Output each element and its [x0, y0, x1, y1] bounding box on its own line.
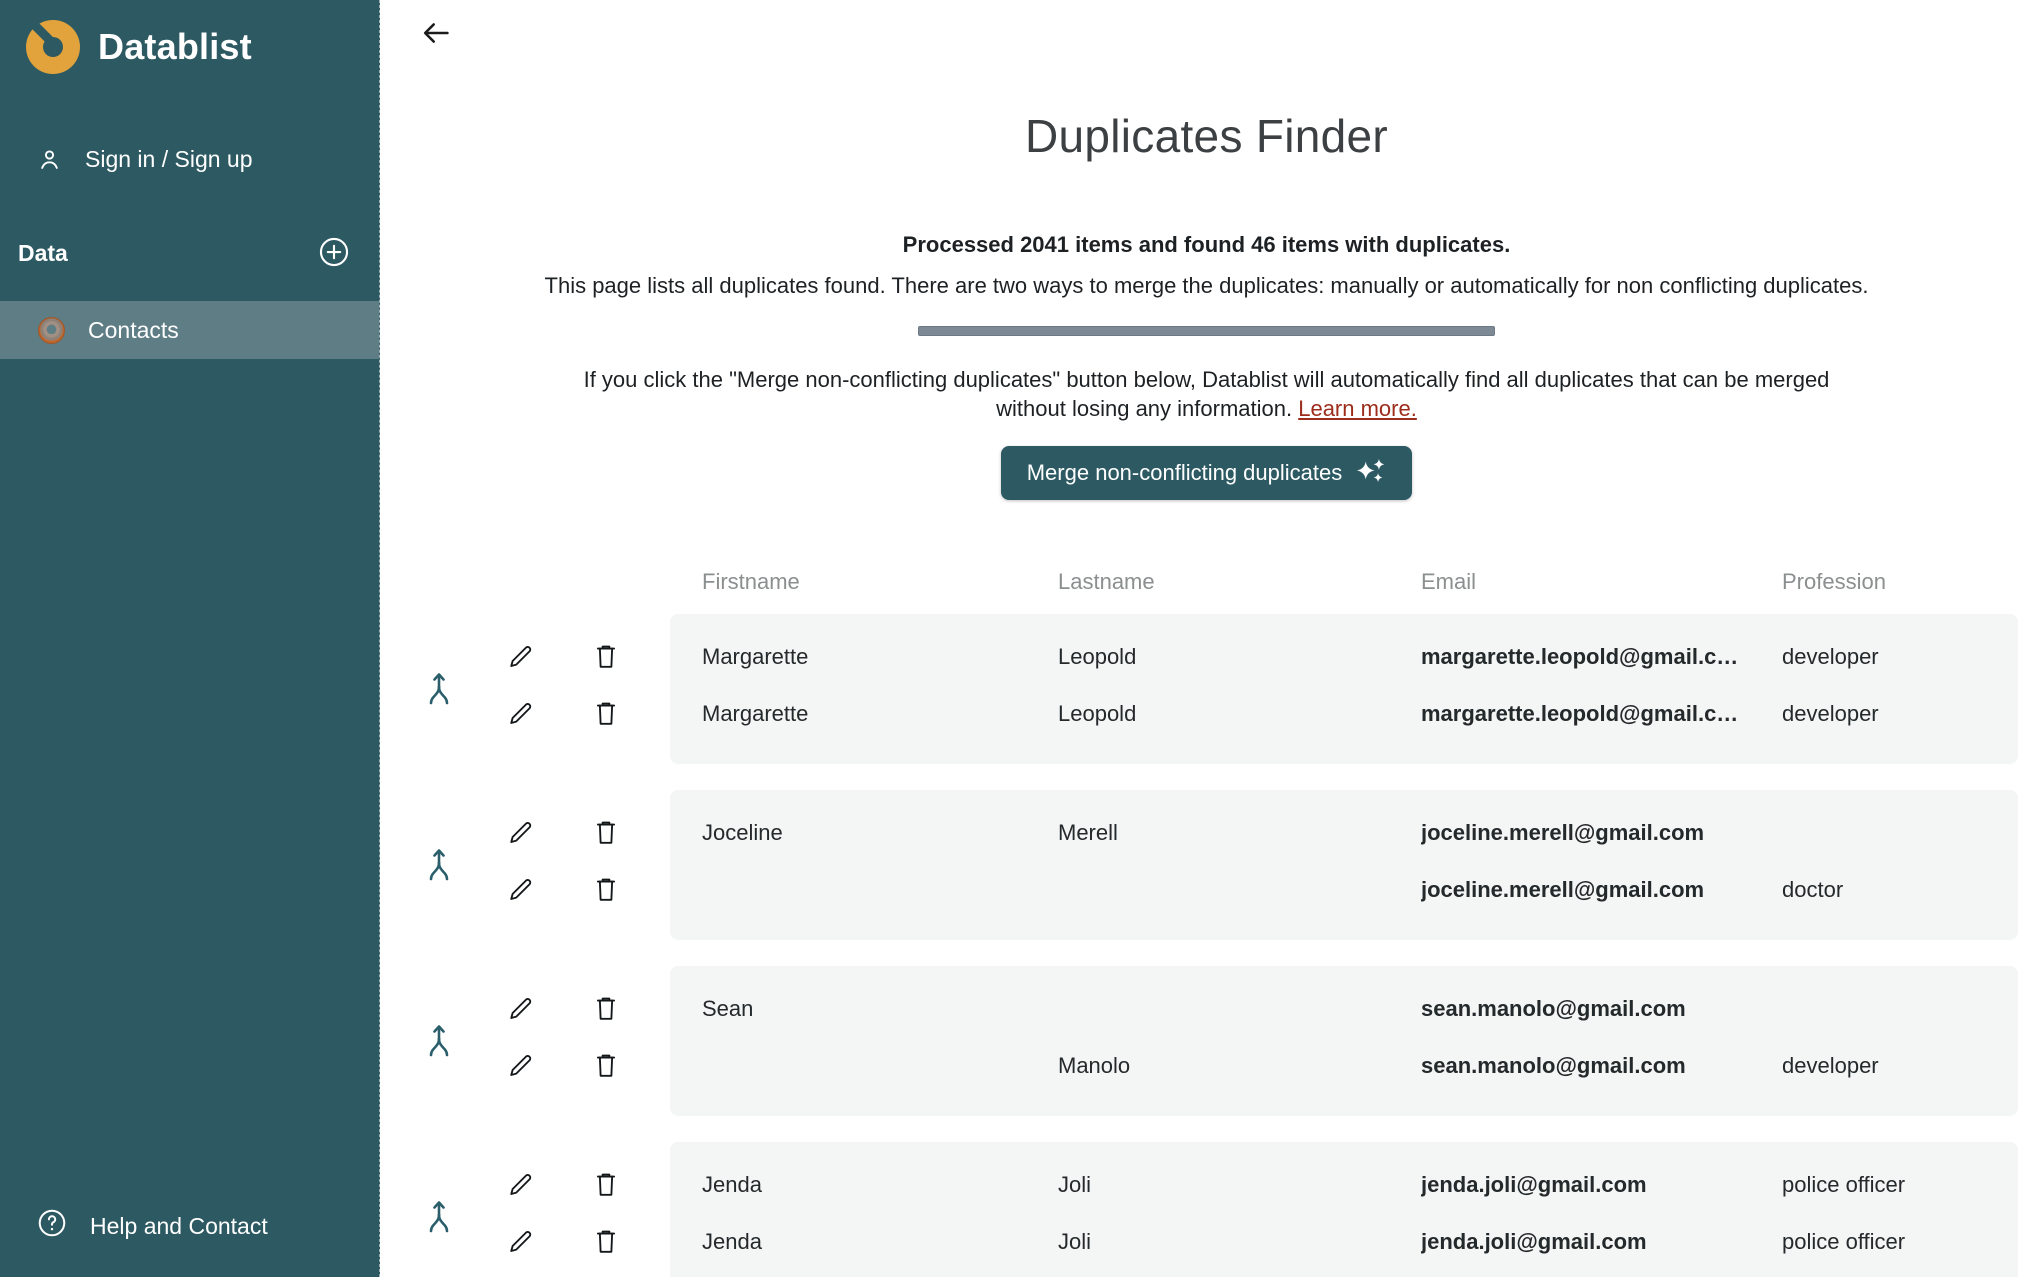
cell-email: margarette.leopold@gmail.c…	[1421, 643, 1739, 669]
duplicate-row	[670, 1037, 2018, 1094]
sidebar-item-contacts[interactable]	[0, 301, 379, 359]
plus-circle-icon	[317, 235, 351, 272]
merge-column	[380, 1142, 480, 1277]
duplicate-card	[670, 614, 2018, 764]
trash-icon	[591, 818, 621, 848]
contacts-label: Contacts	[88, 316, 179, 343]
pencil-icon	[505, 1227, 535, 1257]
trash-icon	[591, 1051, 621, 1081]
duplicate-group	[380, 790, 2033, 940]
column-header-profession: Profession	[1782, 569, 1886, 594]
cell-firstname: Margarette	[702, 700, 809, 726]
edit-row-button[interactable]	[505, 1170, 535, 1200]
duplicate-row	[670, 804, 2018, 861]
cell-profession: developer	[1782, 700, 1879, 726]
merge-info-line2: without losing any information.	[996, 396, 1293, 421]
cell-email: margarette.leopold@gmail.c…	[1421, 700, 1739, 726]
row-actions-column	[480, 790, 670, 940]
trash-icon	[591, 1170, 621, 1200]
brand-name: Datablist	[98, 26, 252, 67]
cell-email: joceline.merell@gmail.com	[1421, 819, 1705, 845]
pencil-icon	[505, 1170, 535, 1200]
column-header-email: Email	[1421, 569, 1477, 594]
row-actions	[480, 804, 670, 861]
merge-non-conflicting-button[interactable]	[1001, 446, 1413, 500]
duplicate-groups	[380, 614, 2033, 1277]
delete-row-button[interactable]	[591, 994, 621, 1024]
merge-column	[380, 790, 480, 940]
row-actions	[480, 1037, 670, 1094]
row-actions	[480, 1213, 670, 1270]
cell-lastname: Leopold	[1058, 643, 1137, 669]
cell-firstname: Sean	[702, 995, 754, 1021]
brand-logo-row[interactable]	[0, 0, 379, 74]
row-actions-column	[480, 614, 670, 764]
cell-profession: police officer	[1782, 1228, 1906, 1254]
data-section-header	[0, 229, 379, 277]
duplicate-group	[380, 614, 2033, 764]
merge-group-button[interactable]	[424, 844, 454, 887]
row-actions	[480, 628, 670, 685]
duplicate-row	[670, 861, 2018, 918]
help-and-contact-link[interactable]	[0, 1207, 268, 1245]
add-list-button[interactable]	[317, 236, 351, 270]
page-title: Duplicates Finder	[1024, 110, 1389, 162]
cell-lastname: Leopold	[1058, 700, 1137, 726]
delete-row-button[interactable]	[591, 875, 621, 905]
column-header-lastname: Lastname	[1058, 569, 1155, 594]
merge-info-text	[457, 365, 1957, 423]
cell-profession: doctor	[1782, 876, 1844, 902]
main-content	[380, 0, 2033, 1277]
learn-more-link[interactable]: Learn more.	[1298, 396, 1417, 421]
cell-lastname: Merell	[1058, 819, 1118, 845]
edit-row-button[interactable]	[505, 818, 535, 848]
cell-profession: developer	[1782, 1052, 1879, 1078]
column-header-firstname: Firstname	[702, 569, 800, 594]
cell-lastname: Joli	[1058, 1228, 1092, 1254]
cell-firstname: Joceline	[702, 819, 783, 845]
merge-info-line1: If you click the "Merge non-conflicting duplicates" button below, Datablist will automatically find all duplicates that can be merged	[583, 367, 1830, 392]
row-actions	[480, 685, 670, 742]
delete-row-button[interactable]	[591, 1170, 621, 1200]
help-label: Help and Contact	[90, 1212, 268, 1239]
duplicate-row	[670, 685, 2018, 742]
datablist-logo-icon	[26, 20, 80, 74]
data-section-title: Data	[18, 239, 68, 266]
page-description: This page lists all duplicates found. There are two ways to merge the duplicates: manually or automatically for non conflicting duplicates.	[544, 273, 1869, 298]
contacts-list-icon	[38, 317, 65, 344]
sign-in-link[interactable]	[0, 144, 379, 174]
delete-row-button[interactable]	[591, 818, 621, 848]
duplicate-group	[380, 1142, 2033, 1277]
processed-summary: Processed 2041 items and found 46 items with duplicates.	[902, 232, 1511, 257]
cell-email: sean.manolo@gmail.com	[1421, 1052, 1686, 1078]
duplicate-row	[670, 980, 2018, 1037]
merge-button-label: Merge non-conflicting duplicates	[1026, 460, 1343, 485]
cell-profession: police officer	[1782, 1171, 1906, 1197]
trash-icon	[591, 1227, 621, 1257]
sidebar	[0, 0, 380, 1277]
table-header-row	[670, 568, 2018, 596]
duplicate-row	[670, 628, 2018, 685]
edit-row-button[interactable]	[505, 1051, 535, 1081]
merge-arrows-icon	[424, 1048, 454, 1063]
cell-email: jenda.joli@gmail.com	[1421, 1228, 1647, 1254]
merge-arrows-icon	[424, 872, 454, 887]
edit-row-button[interactable]	[505, 1227, 535, 1257]
row-actions-column	[480, 1142, 670, 1277]
duplicate-card	[670, 1142, 2018, 1277]
edit-row-button[interactable]	[505, 699, 535, 729]
cell-profession: developer	[1782, 643, 1879, 669]
edit-row-button[interactable]	[505, 994, 535, 1024]
trash-icon	[591, 994, 621, 1024]
edit-row-button[interactable]	[505, 875, 535, 905]
delete-row-button[interactable]	[591, 642, 621, 672]
merge-group-button[interactable]	[424, 1196, 454, 1239]
cell-lastname: Joli	[1058, 1171, 1092, 1197]
back-button[interactable]	[418, 16, 454, 52]
trash-icon	[591, 642, 621, 672]
merge-group-button[interactable]	[424, 1020, 454, 1063]
pencil-icon	[505, 875, 535, 905]
cell-lastname: Manolo	[1058, 1052, 1131, 1078]
merge-group-button[interactable]	[424, 668, 454, 711]
duplicate-row	[670, 1213, 2018, 1270]
row-actions	[480, 1156, 670, 1213]
cell-firstname: Jenda	[702, 1228, 762, 1254]
cell-email: sean.manolo@gmail.com	[1421, 995, 1686, 1021]
row-actions	[480, 980, 670, 1037]
duplicates-table	[380, 568, 2033, 1277]
duplicate-card	[670, 966, 2018, 1116]
progress-bar	[918, 326, 1495, 336]
pencil-icon	[505, 699, 535, 729]
back-arrow-icon	[420, 37, 452, 52]
cell-firstname: Margarette	[702, 643, 809, 669]
sign-in-label: Sign in / Sign up	[85, 145, 253, 172]
row-actions	[480, 861, 670, 918]
merge-column	[380, 966, 480, 1116]
pencil-icon	[505, 818, 535, 848]
user-icon	[36, 146, 63, 173]
cell-email: joceline.merell@gmail.com	[1421, 876, 1705, 902]
duplicate-card	[670, 790, 2018, 940]
row-actions-column	[480, 966, 670, 1116]
pencil-icon	[505, 994, 535, 1024]
duplicate-group	[380, 966, 2033, 1116]
merge-arrows-icon	[424, 696, 454, 711]
pencil-icon	[505, 1051, 535, 1081]
sparkles-icon	[1356, 457, 1386, 490]
merge-arrows-icon	[424, 1224, 454, 1239]
delete-row-button[interactable]	[591, 1227, 621, 1257]
cell-firstname: Jenda	[702, 1171, 762, 1197]
edit-row-button[interactable]	[505, 642, 535, 672]
cell-email: jenda.joli@gmail.com	[1421, 1171, 1647, 1197]
duplicate-row	[670, 1156, 2018, 1213]
trash-icon	[591, 699, 621, 729]
pencil-icon	[505, 642, 535, 672]
merge-column	[380, 614, 480, 764]
delete-row-button[interactable]	[591, 699, 621, 729]
trash-icon	[591, 875, 621, 905]
delete-row-button[interactable]	[591, 1051, 621, 1081]
question-circle-icon	[36, 1207, 68, 1245]
